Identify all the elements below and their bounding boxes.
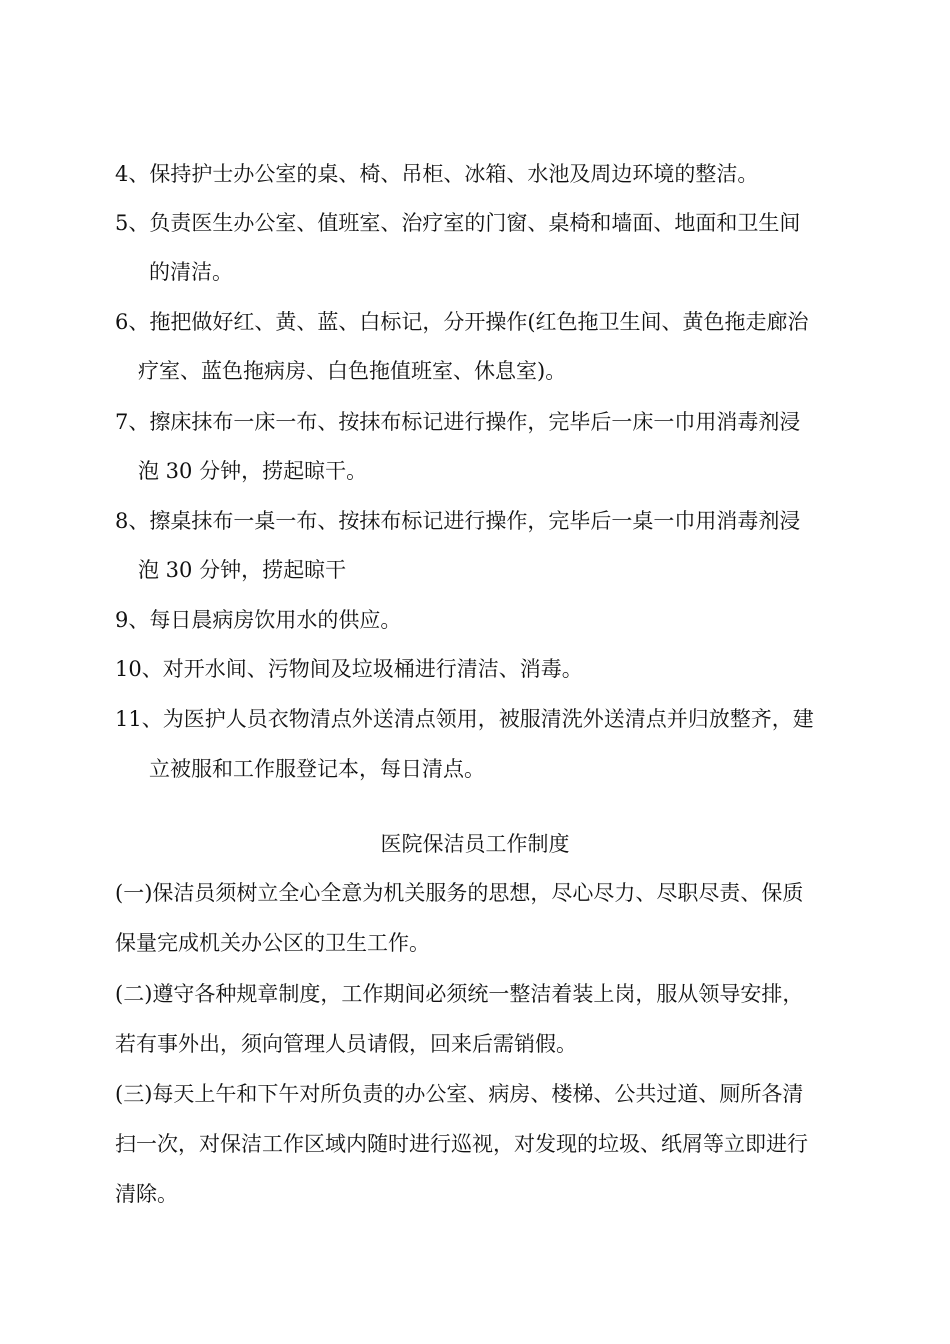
list-item-11-line-1: 11、为医护人员衣物清点外送清点领用，被服清洗外送清点并归放整齐，建	[115, 707, 814, 731]
paragraph-3-line-1: (三)每天上午和下午对所负责的办公室、病房、楼梯、公共过道、厕所各清	[115, 1082, 804, 1106]
list-item-11-line-2: 立被服和工作服登记本，每日清点。	[149, 757, 485, 781]
list-item-5-line-2: 的清洁。	[149, 260, 233, 284]
paragraph-2-line-1: (二)遵守各种规章制度，工作期间必须统一整洁着装上岗，服从领导安排，	[115, 982, 804, 1006]
list-item-5-line-1: 5、负责医生办公室、值班室、治疗室的门窗、桌椅和墙面、地面和卫生间	[115, 211, 801, 235]
list-item-7-line-2: 泡 30 分钟，捞起晾干。	[138, 459, 368, 483]
list-item-9-line-1: 9、每日晨病房饮用水的供应。	[115, 608, 402, 632]
paragraph-1-line-2: 保量完成机关办公区的卫生工作。	[115, 931, 430, 955]
list-item-4-line-1: 4、保持护士办公室的桌、椅、吊柜、冰箱、水池及周边环境的整洁。	[115, 162, 759, 186]
paragraph-3-line-3: 清除。	[115, 1182, 178, 1206]
list-item-6-line-2: 疗室、蓝色拖病房、白色拖值班室、休息室)。	[138, 359, 567, 383]
list-item-10-line-1: 10、对开水间、污物间及垃圾桶进行清洁、消毒。	[115, 657, 583, 681]
list-item-8-line-1: 8、擦桌抹布一桌一布、按抹布标记进行操作，完毕后一桌一巾用消毒剂浸	[115, 509, 801, 533]
list-item-8-line-2: 泡 30 分钟，捞起晾干	[138, 558, 347, 582]
list-item-6-line-1: 6、拖把做好红、黄、蓝、白标记，分开操作(红色拖卫生间、黄色拖走廊治	[115, 310, 809, 334]
paragraph-2-line-2: 若有事外出，须向管理人员请假，回来后需销假。	[115, 1032, 577, 1056]
section-title: 医院保洁员工作制度	[380, 832, 570, 856]
paragraph-3-line-2: 扫一次，对保洁工作区域内随时进行巡视，对发现的垃圾、纸屑等立即进行	[115, 1132, 808, 1156]
paragraph-1-line-1: (一)保洁员须树立全心全意为机关服务的思想，尽心尽力、尽职尽责、保质	[115, 881, 804, 905]
list-item-7-line-1: 7、擦床抹布一床一布、按抹布标记进行操作，完毕后一床一巾用消毒剂浸	[115, 410, 801, 434]
